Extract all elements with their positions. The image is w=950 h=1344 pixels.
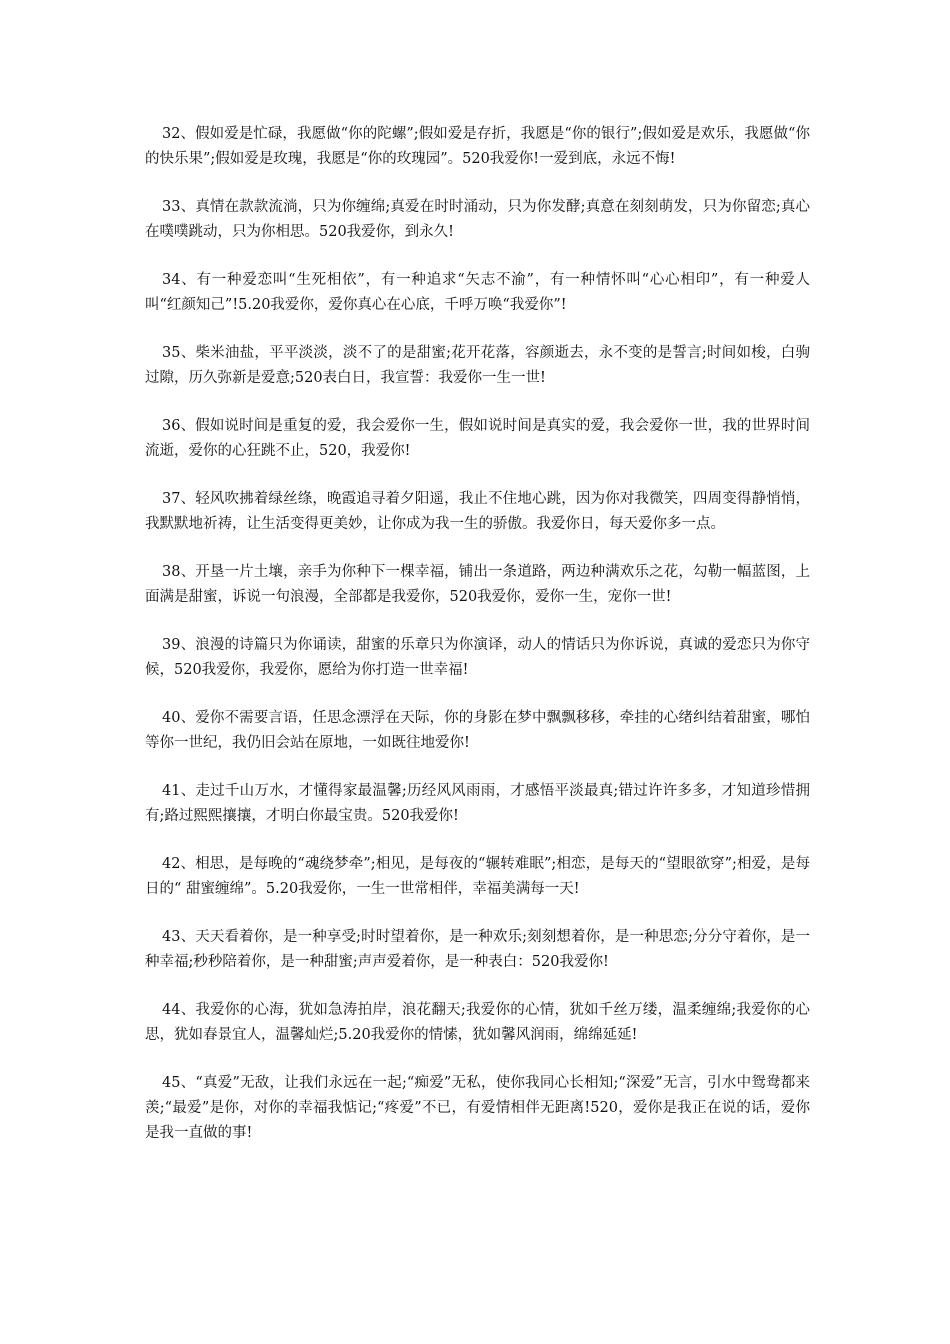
paragraph-42: 42、相思，是每晚的“魂绕梦牵”;相见，是每夜的“辗转难眠”;相恋，是每天的“望眼欲穿”;相爱，是每日的“ 甜蜜缠绵”。5.20我爱你，一生一世常相伴，幸福美满每一天! [145,856,810,897]
paragraph-44: 44、我爱你的心海，犹如急涛拍岸，浪花翻天;我爱你的心情，犹如千丝万缕，温柔缠绵;我爱你的心思，犹如春景宜人，温馨灿烂;5.20我爱你的情愫，犹如馨风润雨，绵绵延延! [145,1002,810,1043]
paragraph-41: 41、走过千山万水，才懂得家最温馨;历经风风雨雨，才感悟平淡最真;错过许许多多，才知道珍惜拥有;路过熙熙攘攘，才明白你最宝贵。520我爱你! [145,783,810,824]
paragraph-38: 38、开垦一片土壤，亲手为你种下一棵幸福，铺出一条道路，两边种满欢乐之花，勾勒一幅蓝图，上面满是甜蜜，诉说一句浪漫，全部都是我爱你，520我爱你，爱你一生，宠你一世! [145,564,810,605]
paragraph-33: 33、真情在款款流淌，只为你缠绵;真爱在时时涌动，只为你发酵;真意在刻刻萌发，只为你留恋;真心在噗噗跳动，只为你相思。520我爱你，到永久! [145,199,810,240]
paragraph-35: 35、柴米油盐，平平淡淡，淡不了的是甜蜜;花开花落，容颜逝去，永不变的是誓言;时间如梭，白驹过隙，历久弥新是爱意;520表白日，我宣誓：我爱你一生一世! [145,345,810,386]
paragraph-45: 45、“真爱”无敌，让我们永远在一起;“痴爱”无私，使你我同心长相知;“深爱”无言，引水中鸳鸯都来羡;“最爱”是你，对你的幸福我惦记;“疼爱”不已，有爱情相伴无距离!520，爱你是我正在说的话，爱你是我一直做的事! [145,1075,810,1141]
paragraph-43: 43、天天看着你，是一种享受;时时望着你，是一种欢乐;刻刻想着你，是一种思恋;分分守着你，是一种幸福;秒秒陪着你，是一种甜蜜;声声爱着你，是一种表白：520我爱你! [145,929,810,970]
paragraph-37: 37、轻风吹拂着绿丝绦，晚霞追寻着夕阳遥，我止不住地心跳，因为你对我微笑，四周变得静悄悄，我默默地祈祷，让生活变得更美妙，让你成为我一生的骄傲。我爱你日，每天爱你多一点。 [145,491,810,532]
paragraph-40: 40、爱你不需要言语，任思念漂浮在天际，你的身影在梦中飘飘移移，牵挂的心绪纠结着甜蜜，哪怕等你一世纪，我仍旧会站在原地，一如既往地爱你! [145,710,810,751]
document-body [145,122,810,1169]
paragraph-36: 36、假如说时间是重复的爱，我会爱你一生，假如说时间是真实的爱，我会爱你一世，我的世界时间流逝，爱你的心狂跳不止，520，我爱你! [145,418,810,459]
paragraph-32: 32、假如爱是忙碌，我愿做“你的陀螺”;假如爱是存折，我愿是“你的银行”;假如爱是欢乐，我愿做“你的快乐果”;假如爱是玫瑰，我愿是“你的玫瑰园”。520我爱你!一爱到底，永远不悔! [145,126,810,167]
paragraph-39: 39、浪漫的诗篇只为你诵读，甜蜜的乐章只为你演译，动人的情话只为你诉说，真诚的爱恋只为你守候，520我爱你，我爱你，愿给为你打造一世幸福! [145,637,810,678]
paragraph-34: 34、有一种爱恋叫“生死相依”，有一种追求“矢志不渝”，有一种情怀叫“心心相印”，有一种爱人叫“红颜知己”!5.20我爱你，爱你真心在心底，千呼万唤“我爱你”! [145,272,810,313]
